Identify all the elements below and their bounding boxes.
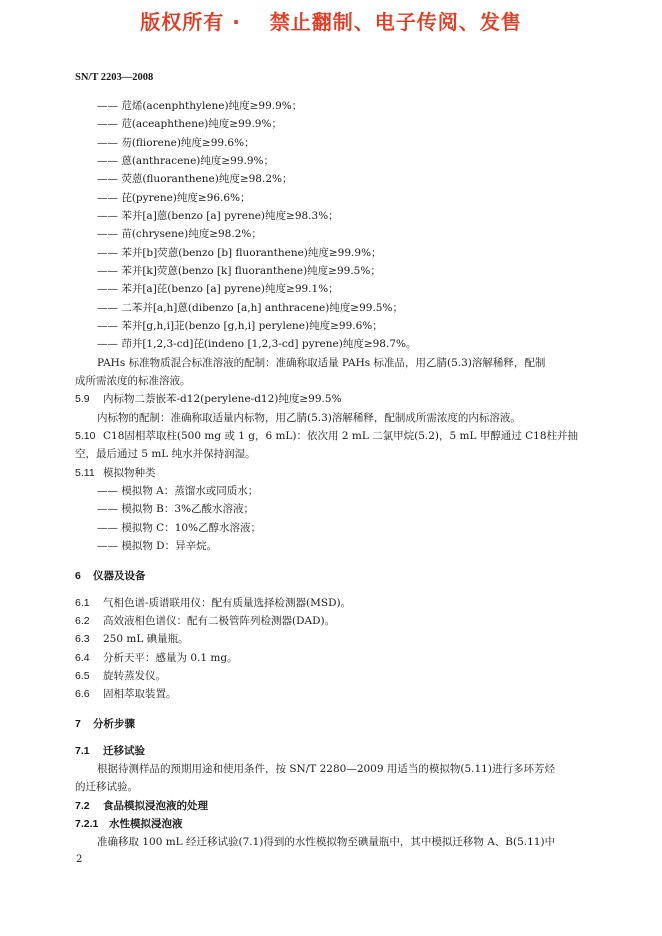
section-number: 6.3 xyxy=(75,633,90,645)
section-number: 6.6 xyxy=(75,688,90,700)
section-text: 250 mL 碘量瓶。 xyxy=(103,633,189,645)
section-number: 6 xyxy=(75,570,81,582)
paragraph: PAHs 标准物质混合标准溶液的配制：准确称取适量 PAHs 标准品，用乙腈(5.3)溶解稀释，配制 xyxy=(97,357,546,369)
section-number: 6.4 xyxy=(75,652,90,664)
list-item: —— 苯并[a]芘(benzo [a] pyrene)纯度≥99.1%； xyxy=(97,283,339,295)
section-number: 5.9 xyxy=(75,393,90,405)
section-6-5 xyxy=(75,670,166,683)
section-6-1 xyxy=(75,597,351,610)
section-number: 6.5 xyxy=(75,670,90,682)
list-item: —— 模拟物 C：10%乙醇水溶液； xyxy=(97,522,262,534)
section-number: 6.2 xyxy=(75,615,90,627)
section-text: 分析天平：感量为 0.1 mg。 xyxy=(103,652,238,664)
list-item: —— 茚并[1,2,3-cd]芘(indeno [1,2,3-cd] pyrene)纯度≥98.7%。 xyxy=(97,338,417,350)
section-number: 7.2 xyxy=(75,800,90,812)
section-text: C18固相萃取柱(500 mg 或 1 g，6 mL)：依次用 2 mL 二氯甲烷(5.2)，5 mL 甲醇通过 C18柱并抽 xyxy=(103,430,579,442)
list-item: —— 模拟物 A：蒸馏水或同质水； xyxy=(97,485,259,497)
list-item: —— 苯并[g,h,i]苝(benzo [g,h,i] perylene)纯度≥99.6%； xyxy=(97,320,383,332)
section-text: 内标物二萘嵌苯-d12(perylene-d12)纯度≥99.5% xyxy=(103,393,342,405)
section-text: 高效液相色谱仪：配有二极管阵列检测器(DAD)。 xyxy=(103,615,336,627)
list-item: —— 苗(chrysene)纯度≥98.2%； xyxy=(97,228,262,240)
section-title: 分析步骤 xyxy=(93,718,135,730)
paragraph: 成所需浓度的标准溶液。 xyxy=(75,375,191,387)
section-number: 7.2.1 xyxy=(75,818,99,830)
section-5-9 xyxy=(75,393,342,406)
watermark-banner: 版权所有 · 禁止翻制、电子传阅、发售 xyxy=(140,10,522,34)
section-7-2-heading xyxy=(75,800,208,813)
section-number: 7.1 xyxy=(75,745,90,757)
page-number: 2 xyxy=(76,854,83,865)
list-item: —— 芴(fliorene)纯度≥99.6%； xyxy=(97,137,255,149)
list-item: —— 苊(aceaphthene)纯度≥99.9%； xyxy=(97,118,282,130)
section-number: 6.1 xyxy=(75,597,90,609)
section-6-2 xyxy=(75,615,335,628)
section-text: 气相色谱-质谱联用仪：配有质量选择检测器(MSD)。 xyxy=(103,597,352,609)
list-item: —— 苯并[k]荧蒽(benzo [k] fluoranthene)纯度≥99.5%； xyxy=(97,265,381,277)
paragraph: 内标物的配制：准确称取适量内标物，用乙腈(5.3)溶解稀释，配制成所需浓度的内标溶液。 xyxy=(97,412,521,424)
list-item: —— 芘(pyrene)纯度≥96.6%； xyxy=(97,192,251,204)
section-6-3 xyxy=(75,633,189,646)
list-item: —— 苯并[a]蒽(benzo [a] pyrene)纯度≥98.3%； xyxy=(97,210,339,222)
list-item: —— 荧蒽(fluoranthene)纯度≥98.2%； xyxy=(97,173,293,185)
standard-number-header: SN/T 2203—2008 xyxy=(75,72,154,83)
section-title: 仪器及设备 xyxy=(93,570,146,582)
section-title: 食品模拟浸泡液的处理 xyxy=(103,800,208,812)
paragraph: 准确移取 100 mL 经迁移试验(7.1)得到的水性模拟物至碘量瓶中，其中模拟迁移物 A、B(5.11)中 xyxy=(97,836,556,848)
paragraph: 空，最后通过 5 mL 纯水并保持润湿。 xyxy=(75,448,256,460)
section-7-1-heading xyxy=(75,745,145,758)
section-text: 模拟物种类 xyxy=(103,467,156,479)
list-item: —— 苊烯(acenphthylene)纯度≥99.9%； xyxy=(97,100,303,112)
list-item: —— 二苯并[a,h]蒽(dibenzo [a,h] anthracene)纯度≥99.5%； xyxy=(97,302,403,314)
section-7-2-1-heading xyxy=(75,818,183,831)
section-5-10 xyxy=(75,430,578,443)
section-6-heading xyxy=(75,570,146,583)
list-item: —— 模拟物 B：3%乙酸水溶液； xyxy=(97,503,255,515)
section-number: 5.11 xyxy=(75,467,95,479)
list-item: —— 苯并[b]荧蒽(benzo [b] fluoranthene)纯度≥99.9%； xyxy=(97,247,382,259)
paragraph: 的迁移试验。 xyxy=(75,781,138,793)
list-item: —— 模拟物 D：异辛烷。 xyxy=(97,540,218,552)
section-number: 7 xyxy=(75,718,81,730)
section-5-11 xyxy=(75,467,156,480)
list-item: —— 蒽(anthracene)纯度≥99.9%； xyxy=(97,155,275,167)
section-6-4 xyxy=(75,652,238,665)
section-7-heading xyxy=(75,718,135,731)
section-title: 水性模拟浸泡液 xyxy=(109,818,183,830)
section-number: 5.10 xyxy=(75,430,96,442)
section-6-6 xyxy=(75,688,177,701)
paragraph: 根据待测样品的预期用途和使用条件，按 SN/T 2280—2009 用适当的模拟物(5.11)进行多环芳烃 xyxy=(97,763,555,775)
section-title: 迁移试验 xyxy=(103,745,145,757)
section-text: 固相萃取装置。 xyxy=(103,688,177,700)
section-text: 旋转蒸发仪。 xyxy=(103,670,166,682)
